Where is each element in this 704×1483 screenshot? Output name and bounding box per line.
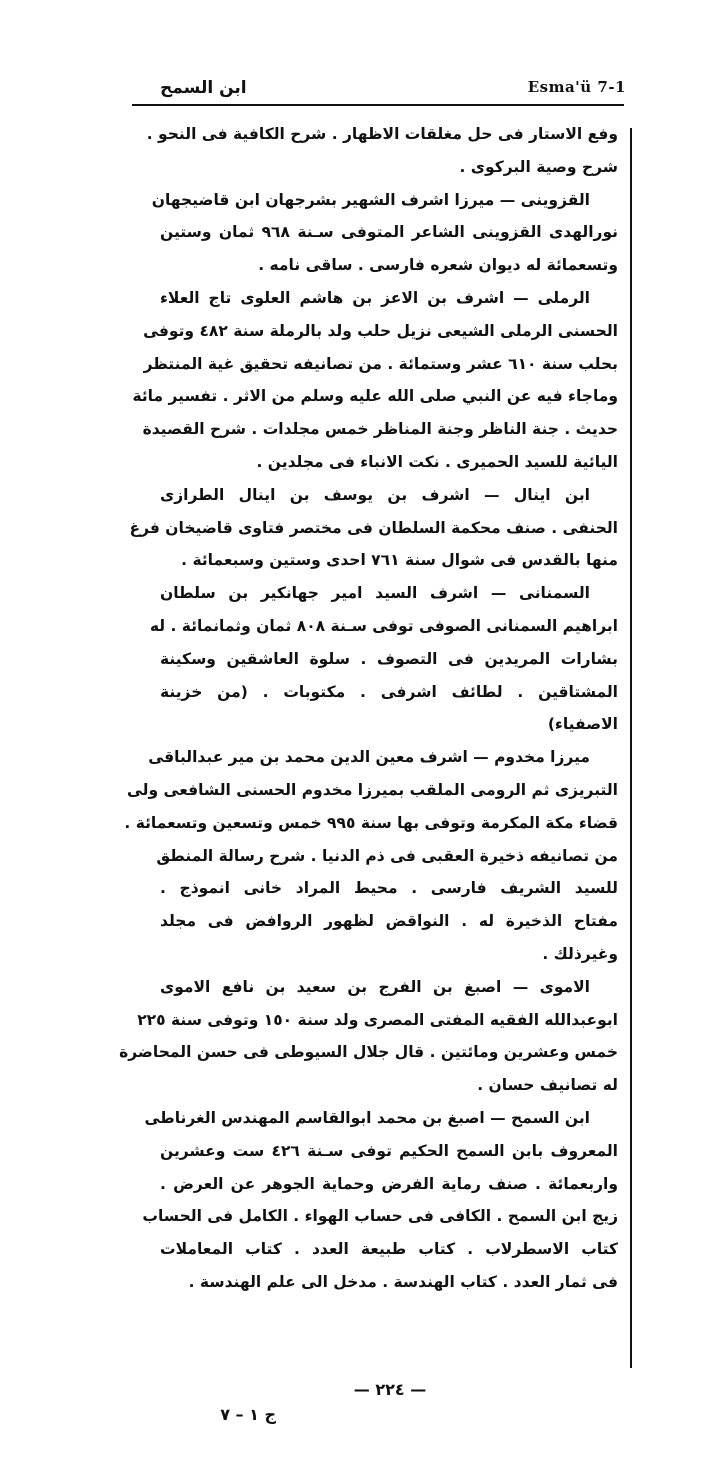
text-line: الاموى — اصبغ بن الفرج بن سعيد بن نافع الاموى [160,977,590,996]
text-line: ابن اينال — اشرف بن يوسف بن اينال الطرازى [160,485,590,504]
text-line: المشتاقين . لطائف اشرفى . مكتوبات . (من خزينة [160,682,618,701]
running-head-arabic-title: ابن السمح [160,78,247,98]
text-line: نورالهدى القزوينى الشاعر المتوفى سـنة ٩٦٨ ثمان وستين [160,223,618,242]
text-line: القزوينى — ميرزا اشرف الشهير بشرجهان ابن قاضيجهان [151,190,590,209]
text-line: وغيرذلك . [542,944,618,963]
header-rule [132,104,624,106]
text-line: الرملى — اشرف بن الاعز بن هاشم العلوى تاج العلاء [160,288,590,307]
text-line: منها بالقدس فى شوال سنة ٧٦١ احدى وستين وسبعمائة . [181,551,618,570]
text-line: قضاء مكة المكرمة وتوفى بها سنة ٩٩٥ خمس وتسعين وتسعمائة . [124,813,618,832]
text-line: وفع الاستار فى حل مغلقات الاظهار . شرح الكافية فى النحو . [146,125,618,143]
text-line: للسيد الشريف فارسى . محيط المراد خانى انموذج . [160,879,618,898]
text-line: الحنفى . صنف محكمة السلطان فى مختصر فتاوى قاضيخان فرغ [129,518,618,537]
text-line: كتاب الاسطرلاب . كتاب طبيعة العدد . كتاب المعاملات [160,1240,618,1259]
signature-mark: ج ١ – ٧ [220,1405,276,1424]
text-line: من تصانيفه ذخيرة العقبى فى ذم الدنيا . شرح رسالة المنطق [156,846,618,865]
text-line: التبريزى ثم الرومى الملقب بميرزا مخدوم الحسنى الشافعى ولى [126,780,618,799]
text-line: زيج ابن السمح . الكافى فى حساب الهواء . الكامل فى الحساب [142,1207,618,1226]
running-head [160,78,626,102]
text-line: بحلب سنة ٦١٠ عشر وستمائة . من تصانيفه تحقيق غية المنتظر [143,354,618,373]
text-line: وماجاء فيه عن النبي صلى الله عليه وسلم من الاثر . تفسير مائة [132,387,618,406]
text-line: بشارات المريدين فى التصوف . سلوة العاشقين وسكينة [160,649,618,668]
text-line: له تصانيف حسان . [477,1076,618,1095]
text-line: حديث . جنة الناظر وجنة المناظر خمس مجلدات . شرح القصيدة [142,420,618,439]
text-line: واربعمائة . صنف رماية الفرض وحماية الجوهر عن العرض . [160,1174,618,1193]
text-line: ميرزا مخدوم — اشرف معين الدين محمد بن مير عبدالباقى [148,748,590,767]
text-line: الاصفياء) [547,715,618,734]
text-line: السمنانى — اشرف السيد امير جهانكير بن سلطان [160,584,590,603]
text-line: وتسعمائة له ديوان شعره فارسى . ساقى نامه . [258,256,618,275]
text-line: ابراهيم السمنانى الصوفى توفى سـنة ٨٠٨ ثمان وثمانمائة . له [149,616,618,635]
body-text [119,118,618,1366]
text-line: ابن السمح — اصبغ بن محمد ابوالقاسم المهندس الغرناطى [144,1108,590,1127]
text-line: الحسنى الرملى الشيعى نزيل حلب ولد بالرملة سنة ٤٨٢ وتوفى [143,321,618,340]
text-line: خمس وعشرين ومائتين . قال جلال السيوطى فى حسن المحاضرة [119,1043,618,1062]
column-rule [630,128,632,1368]
text-line: شرح وصية البركوى . [459,157,618,176]
text-line: اليائية للسيد الحميرى . نكت الانباء فى مجلدين . [256,452,618,471]
page-number: — ٢٢٤ — [353,1380,427,1399]
text-line: مفتاح الذخيرة له . النواقض لظهور الروافض فى مجلد [160,912,618,931]
text-line: المعروف بابن السمح الحكيم توفى سـنة ٤٢٦ ست وعشرين [160,1141,618,1160]
running-head-latin-title: Esma'ü 7-1 [527,78,626,96]
text-line: ابوعبدالله الفقيه المفتى المصرى ولد سنة ١٥٠ وتوفى سنة ٢٢٥ [137,1010,618,1029]
text-line: فى ثمار العدد . كتاب الهندسة . مدخل الى علم الهندسة . [188,1272,618,1291]
